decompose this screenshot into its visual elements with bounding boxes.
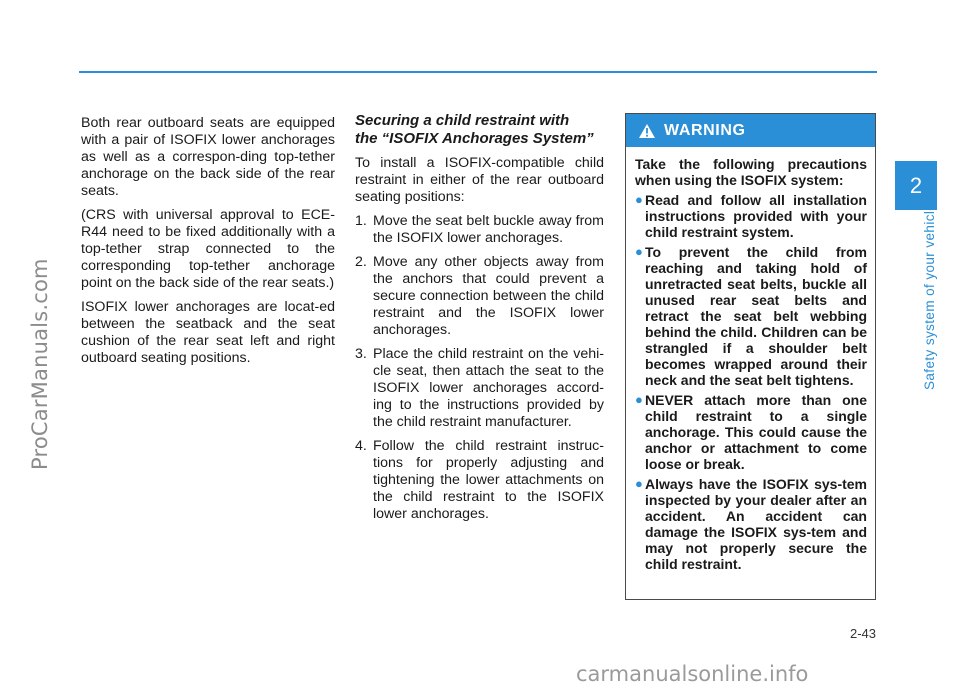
watermark-procarmanuals: ProCarManuals.com [28, 258, 52, 470]
middle-column [355, 112, 604, 530]
step-item [355, 346, 604, 431]
left-column [81, 115, 335, 374]
page-number: 2-43 [849, 626, 876, 641]
section-title-line-2: the “ISOFIX Anchorages System” [355, 130, 594, 147]
warning-triangle-icon [638, 123, 656, 139]
warning-bullet [635, 392, 867, 472]
chapter-label: Safety system of your vehicle [922, 202, 937, 390]
section-intro: To install a ISOFIX-compatible child restraint in either of the rear outboard seating positions: [355, 155, 604, 205]
warning-intro: Take the following precautions when using the ISOFIX system: [635, 156, 867, 188]
warning-bullet [635, 192, 867, 240]
steps-list [355, 213, 604, 523]
watermark-carmanualsonline: carmanualsonline.info [576, 662, 809, 686]
warning-body [626, 147, 875, 572]
warning-bullet [635, 476, 867, 572]
step-text: Move the seat belt buckle away from the ISOFIX lower anchorages. [373, 213, 604, 246]
step-text: Follow the child restraint instruc-tions for properly adjusting and tightening the lower attachments on the child restraint to the ISOFIX lower anchorages. [373, 438, 604, 522]
warning-box [625, 113, 876, 600]
step-item [355, 438, 604, 523]
step-number: 2. [355, 254, 367, 270]
warning-bullet-text: Always have the ISOFIX sys-tem inspected by your dealer after an accident. An accident can damage the ISOFIX sys-tem and may not properly secure the child restraint. [645, 476, 867, 572]
section-title [355, 112, 604, 148]
left-paragraph-1: Both rear outboard seats are equipped with a pair of ISOFIX lower anchorages as well as a correspon-ding top-tether anchorage on the back side of the rear seats. [81, 115, 335, 199]
warning-bullet-text: To prevent the child from reaching and taking hold of unretracted seat belts, buckle all unused rear seat belts and retract the seat belt webbing behind the child. Children can be strangled if a shoulder belt becomes wrapped around their neck and the seat belt tightens. [645, 244, 867, 388]
step-number: 3. [355, 346, 367, 362]
bullet-dot-icon: ● [635, 392, 643, 407]
bullet-dot-icon: ● [635, 476, 643, 491]
warning-bullet-text: Read and follow all installation instructions provided with your child restraint system. [645, 192, 867, 240]
step-number: 1. [355, 213, 367, 229]
section-title-line-1: Securing a child restraint with [355, 112, 570, 129]
warning-header [626, 114, 875, 147]
header-rule [79, 71, 877, 73]
chapter-tab: 2 [895, 161, 937, 210]
step-item [355, 213, 604, 247]
step-text: Place the child restraint on the vehi-cle seat, then attach the seat to the ISOFIX lower anchorages accord-ing to the instructions provided by the child restraint manufacturer. [373, 346, 604, 430]
warning-bullet-text: NEVER attach more than one child restraint to a single anchorage. This could cause the anchor or attachment to come loose or break. [645, 392, 867, 472]
left-paragraph-2: (CRS with universal approval to ECE-R44 need to be fixed additionally with a top-tether strap connected to the corresponding top-tether anchorage point on the back side of the rear seats.) [81, 207, 335, 291]
left-paragraph-3: ISOFIX lower anchorages are locat-ed between the seatback and the seat cushion of the rear seat left and right outboard seating positions. [81, 299, 335, 366]
bullet-dot-icon: ● [635, 244, 643, 259]
step-number: 4. [355, 438, 367, 454]
step-item [355, 254, 604, 339]
bullet-dot-icon: ● [635, 192, 643, 207]
warning-title: WARNING [664, 121, 746, 139]
step-text: Move any other objects away from the anchors that could prevent a secure connection between the child restraint and the ISOFIX lower anchorages. [373, 254, 604, 338]
warning-bullet [635, 244, 867, 388]
